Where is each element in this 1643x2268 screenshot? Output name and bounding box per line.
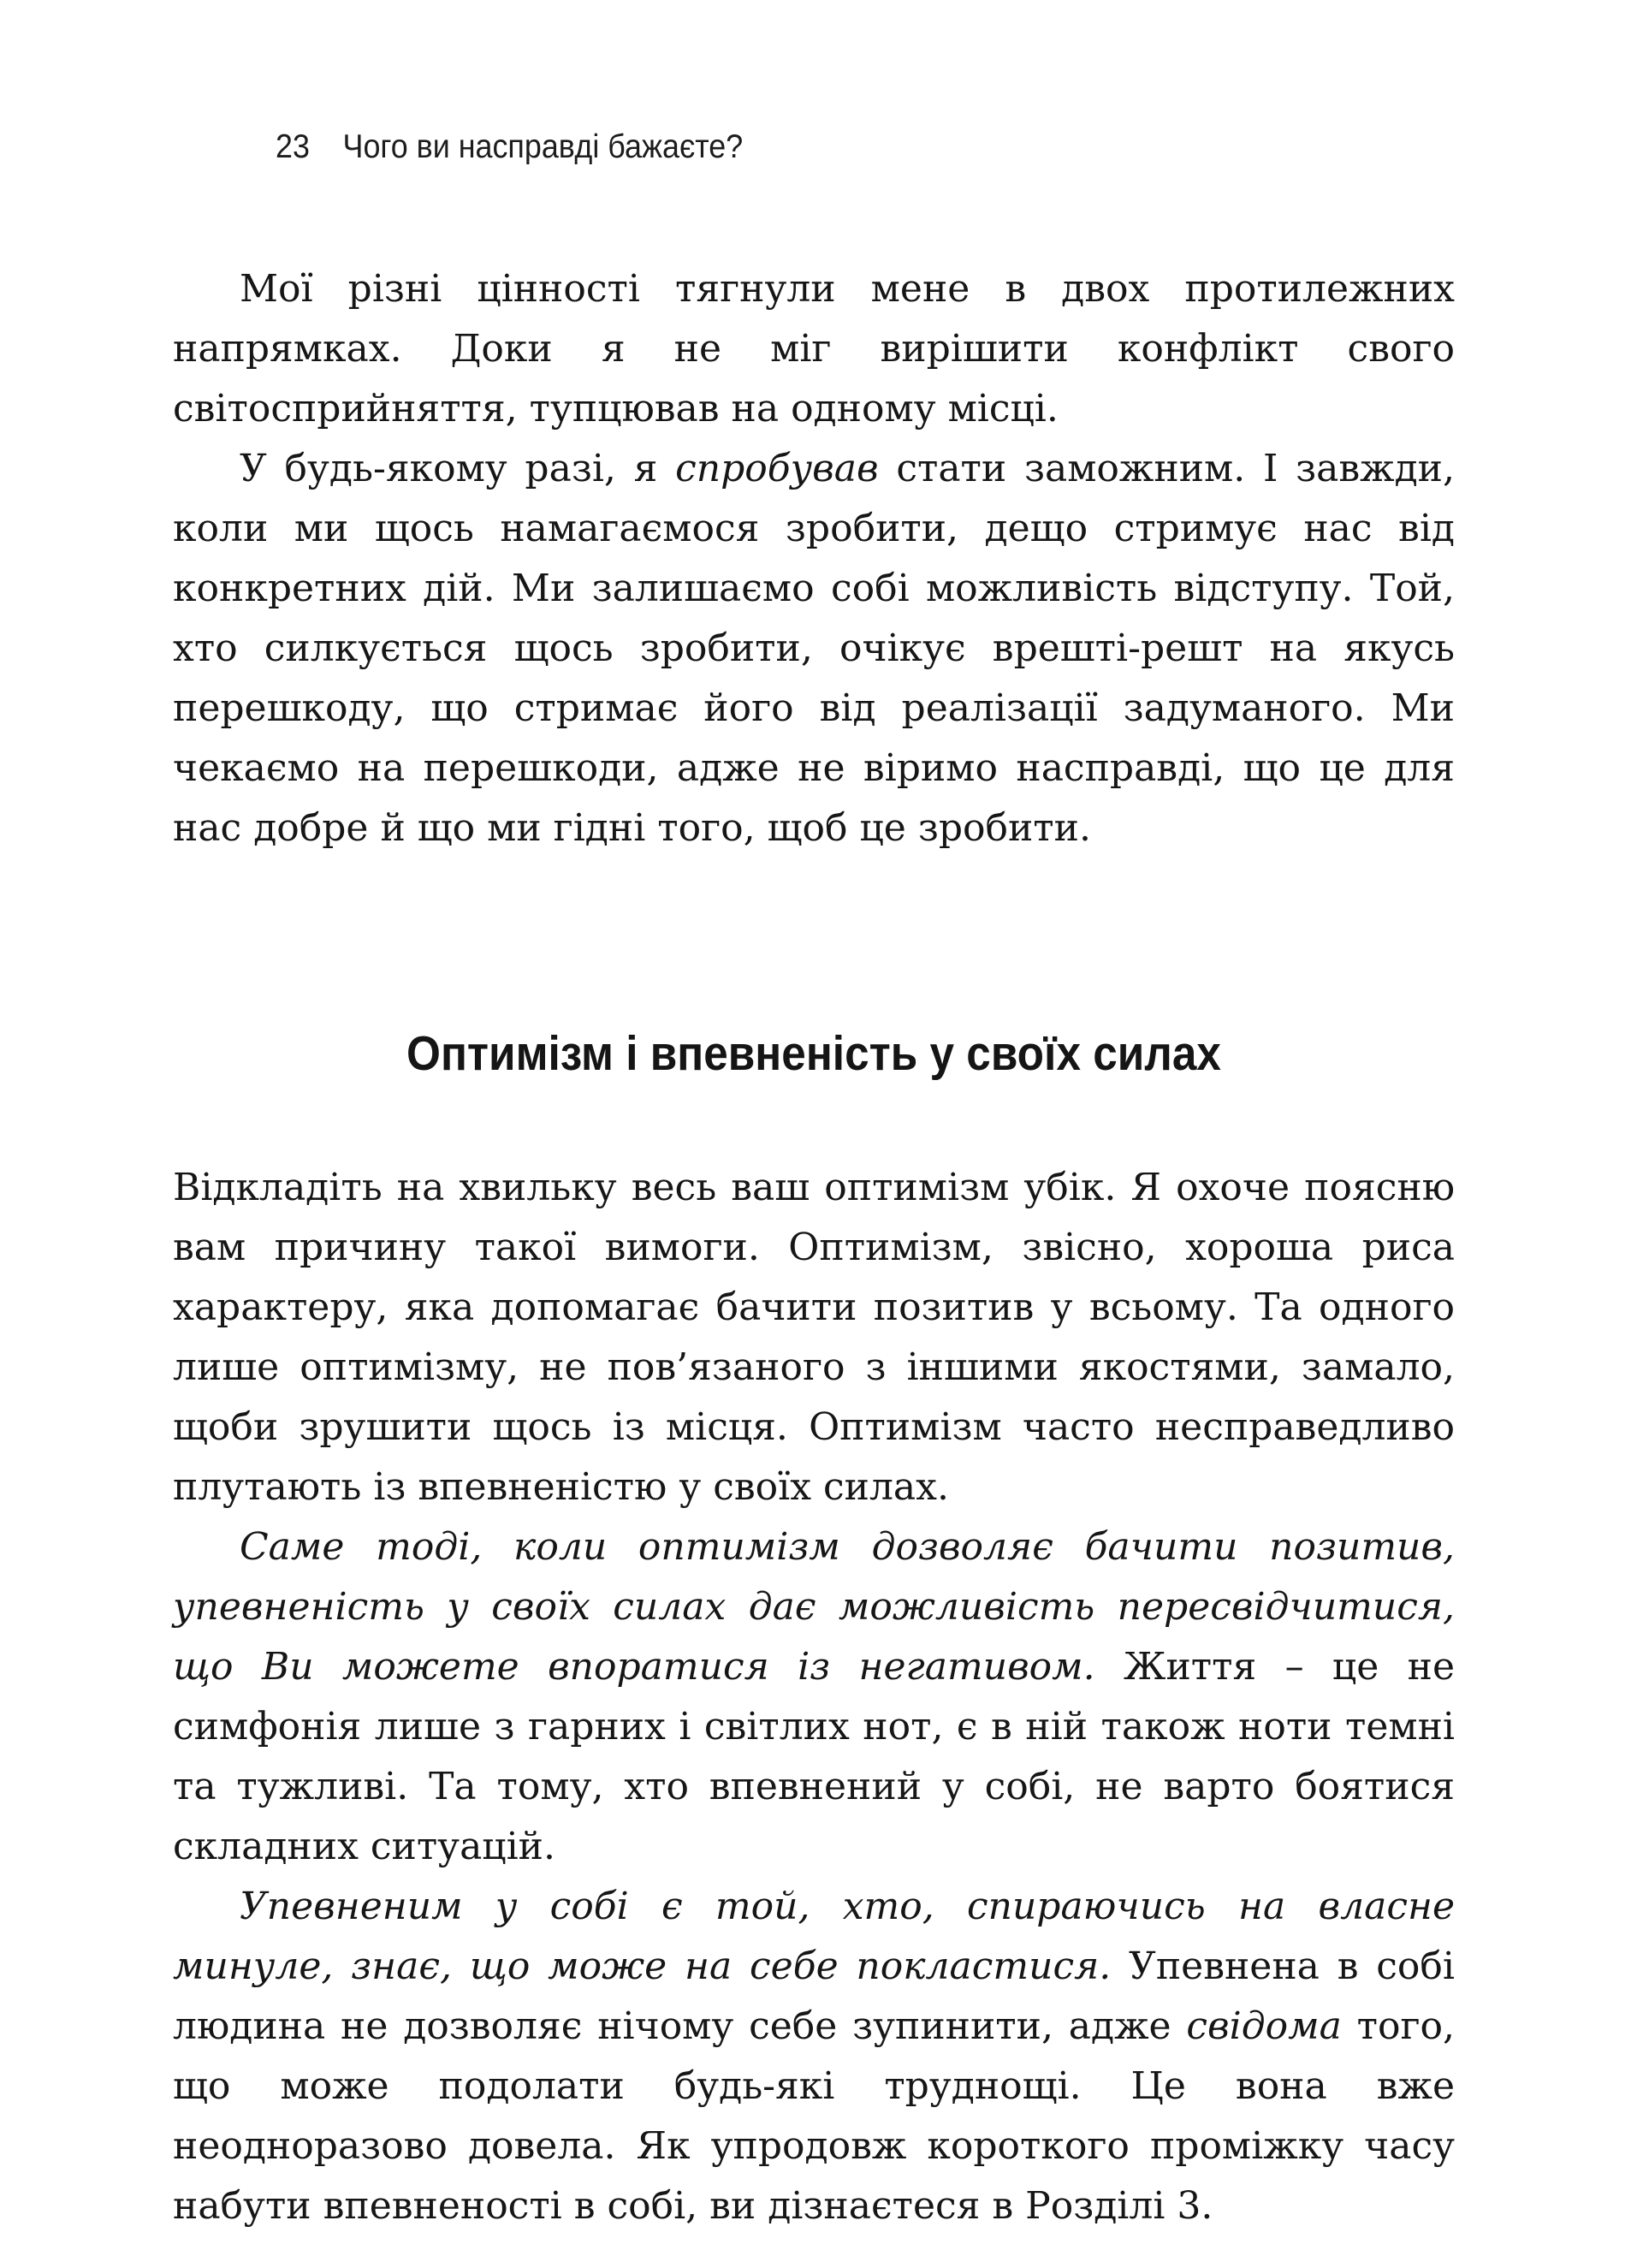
text-run: стати заможним. І завжди, коли ми щось намагаємося зробити, дещо стримує нас від конкретних дій. Ми залишаємо собі можливість відступу. Той, хто силкується щось зробити, очікує врешті-решт на якусь перешкоду, що стримає його від реалізації задуманого. Ми чекаємо на перешкоди, адже не віримо насправді, що це для нас добре й що ми гідні того, щоб це зробити. — [173, 447, 1455, 850]
text-run: Упевненим у собі є той, хто, спираючись на власне минуле, знає, що може на себе покластися. — [173, 1885, 1455, 1988]
paragraph-tried-to-be-rich — [173, 439, 1455, 858]
text-run: свідома — [1186, 2004, 1342, 2048]
paragraph-self-confident-person — [173, 1877, 1455, 2236]
section-heading: Оптимізм і впевненість у своїх силах — [406, 1026, 1221, 1081]
text-run: Упевнена в собі людина не дозволяє нічому себе зупинити, адже — [173, 1944, 1455, 2048]
text-run: Саме тоді, коли оптимізм дозволяє бачити позитив, упевненість у своїх силах дає можливість пересвідчитися, що Ви можете впоратися із негативом. — [173, 1525, 1455, 1689]
text-run: У будь-якому разі, я — [240, 447, 676, 490]
paragraph-confidence-vs-optimism — [173, 1517, 1455, 1877]
page-number: 23 — [276, 128, 310, 165]
text-run: того, що може подолати будь-які труднощі. Це вона вже неодноразово довела. Як упродовж короткого проміжку часу набути впевненості в собі, ви дізнаєтеся в Розділі 3. — [173, 2004, 1455, 2228]
page-content — [173, 259, 1455, 2236]
paragraph-optimism-aside — [173, 1158, 1455, 1517]
text-run: Життя – це не симфонія лише з гарних і світлих нот, є в ній також ноти темні та тужливі. Та тому, хто впевнений у собі, не варто боятися складних ситуацій. — [173, 1645, 1455, 1868]
text-run: спробував — [675, 447, 879, 490]
text-run: Мої різні цінності тягнули мене в двох протилежних напрямках. Доки я не міг вирішити конфлікт свого світосприйняття, тупцював на одному місці. — [173, 267, 1455, 430]
text-run: Відкладіть на хвильку весь ваш оптимізм убік. Я охоче поясню вам причину такої вимоги. Оптимізм, звісно, хороша риса характеру, яка допомагає бачити позитив у всьому. Та одного лише оптимізму, не пов’язаного з іншими якостями, замало, щоби зрушити щось із місця. Оптимізм часто несправедливо плутають із впевненістю у своїх силах. — [173, 1166, 1455, 1509]
running-header — [276, 128, 743, 166]
running-title: Чого ви насправді бажаєте? — [342, 128, 744, 165]
paragraph-values-conflict — [173, 259, 1455, 439]
